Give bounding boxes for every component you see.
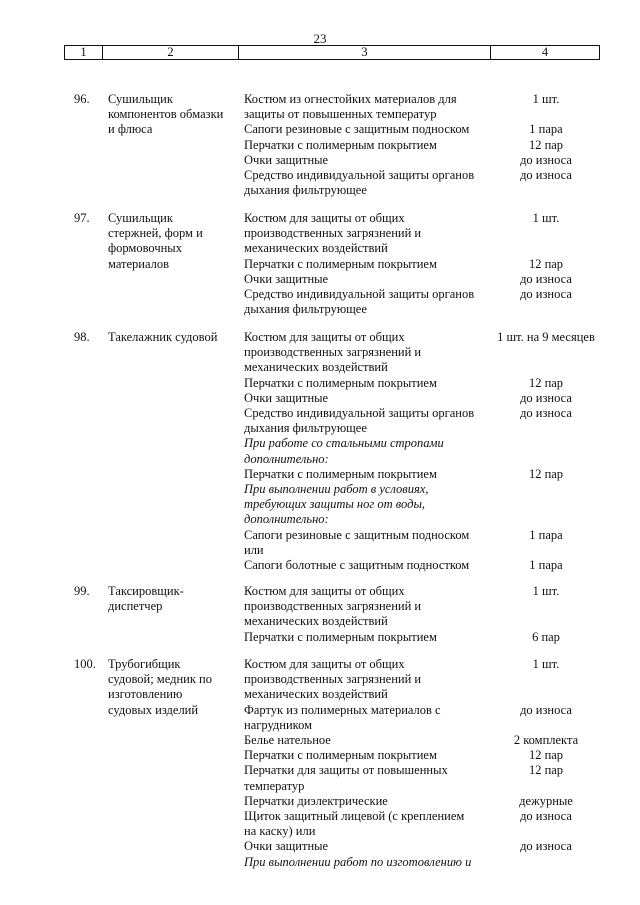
header-col-3: 3 — [238, 46, 490, 59]
note-line: При работе со стальными стропами — [244, 436, 444, 451]
ppe-item-line: Сапоги резиновые с защитным подноском — [244, 122, 470, 137]
ppe-item-line: производственных загрязнений и — [244, 599, 422, 614]
ppe-item-line: Сапоги болотные с защитным подностком — [244, 558, 470, 573]
ppe-item — [244, 748, 604, 763]
ppe-item-norm: до износа — [520, 839, 572, 854]
ppe-item-line: Перчатки диэлектрические — [244, 793, 388, 808]
ppe-item-line: Фартук из полимерных материалов с — [244, 702, 441, 717]
ppe-item-name — [244, 376, 489, 391]
ppe-item-line: Средство индивидуальной защиты органов — [244, 406, 475, 421]
ppe-item-line: Щиток защитный лицевой (с креплением — [244, 809, 465, 824]
ppe-item-norm: до износа — [520, 406, 572, 421]
ppe-item-line: Костюм для защиты от общих — [244, 657, 405, 671]
ppe-item-norm: до износа — [520, 390, 572, 405]
ppe-item — [244, 467, 604, 482]
ppe-item-line: механических воздействий — [244, 614, 388, 629]
ppe-item-norm: 12 пар — [528, 137, 564, 152]
ppe-item-norm: до износа — [520, 809, 572, 824]
ppe-item-norm: 12 пар — [528, 748, 564, 763]
condition-note — [244, 436, 489, 466]
note-line: дополнительно: — [244, 451, 329, 466]
profession-line: стержней, форм и — [108, 226, 203, 241]
ppe-item-name — [244, 748, 489, 763]
ppe-item-name — [244, 657, 489, 703]
profession-line: формовочных — [108, 241, 182, 256]
ppe-item-line: дыхания фильтрующее — [244, 183, 367, 198]
ppe-item-name — [244, 794, 489, 809]
ppe-item-norm: 12 пар — [528, 763, 564, 778]
ppe-item-name — [244, 92, 489, 122]
ppe-item — [244, 391, 604, 406]
ppe-item-norm: 1 шт. — [532, 211, 560, 225]
ppe-item — [244, 794, 604, 809]
ppe-item-norm: до износа — [520, 287, 572, 302]
ppe-item — [244, 92, 604, 122]
ppe-item — [244, 406, 604, 436]
profession-name — [108, 211, 240, 272]
ppe-item — [244, 584, 604, 630]
table-header — [64, 45, 600, 60]
note-line: При выполнении работ в условиях, — [244, 482, 429, 497]
ppe-item-name — [244, 809, 489, 839]
ppe-item — [244, 153, 604, 168]
ppe-item-line: Сапоги резиновые с защитным подноском — [244, 527, 470, 542]
ppe-item-name — [244, 168, 489, 198]
ppe-item-line: Очки защитные — [244, 390, 329, 405]
profession-line: Сушильщик — [108, 92, 173, 106]
ppe-item-norm: 12 пар — [528, 375, 564, 390]
ppe-item-line: Костюм для защиты от общих — [244, 330, 405, 344]
profession-line: диспетчер — [108, 599, 163, 614]
ppe-item-line: производственных загрязнений и — [244, 345, 422, 360]
ppe-item — [244, 528, 604, 558]
ppe-item-norm: 1 шт. на 9 месяцев — [497, 330, 595, 344]
ppe-item-norm: 1 шт. — [532, 657, 560, 671]
ppe-item-name — [244, 839, 489, 854]
ppe-item-line: Очки защитные — [244, 839, 329, 854]
profession-line: и флюса — [108, 122, 153, 137]
ppe-item-norm: до износа — [520, 152, 572, 167]
profession-name — [108, 657, 240, 718]
ppe-item-name — [244, 467, 489, 482]
ppe-item-name — [244, 287, 489, 317]
ppe-item-norm: 1 пара — [529, 122, 563, 137]
ppe-item-norm: 12 пар — [528, 256, 564, 271]
ppe-item-line: Средство индивидуальной защиты органов — [244, 287, 475, 302]
entry-number: 98. — [74, 330, 90, 344]
ppe-item-line: Перчатки с полимерным покрытием — [244, 375, 437, 390]
ppe-item-line: Перчатки с полимерным покрытием — [244, 256, 437, 271]
ppe-item-line: Костюм из огнестойких материалов для — [244, 92, 457, 106]
ppe-item-line: нагрудником — [244, 717, 313, 732]
ppe-item-name — [244, 584, 489, 630]
ppe-item-line: дыхания фильтрующее — [244, 302, 367, 317]
header-col-2: 2 — [102, 46, 238, 59]
ppe-items — [244, 211, 604, 317]
profession-name — [108, 584, 240, 614]
ppe-item-norm: 1 пара — [529, 558, 563, 573]
ppe-item-line: механических воздействий — [244, 687, 388, 702]
ppe-item — [244, 330, 604, 376]
ppe-item-line: дыхания фильтрующее — [244, 421, 367, 436]
note-line: дополнительно: — [244, 512, 329, 527]
entry-number: 96. — [74, 92, 90, 106]
profession-line: Такелажник судовой — [108, 330, 218, 344]
ppe-items — [244, 584, 604, 645]
ppe-items — [244, 330, 604, 573]
ppe-item — [244, 630, 604, 645]
ppe-item-line: Костюм для защиты от общих — [244, 211, 405, 225]
ppe-item-line: Перчатки с полимерным покрытием — [244, 466, 437, 481]
ppe-item-line: Перчатки с полимерным покрытием — [244, 137, 437, 152]
ppe-item-norm: дежурные — [519, 793, 573, 808]
ppe-item — [244, 287, 604, 317]
profession-line: судовых изделий — [108, 702, 199, 717]
ppe-item-norm: 12 пар — [528, 466, 564, 481]
ppe-item-line: Костюм для защиты от общих — [244, 584, 405, 598]
ppe-item-name — [244, 257, 489, 272]
profession-line: материалов — [108, 256, 170, 271]
ppe-item-line: на каску) или — [244, 824, 316, 839]
profession-line: компонентов обмазки — [108, 107, 224, 122]
ppe-item-line: Перчатки с полимерным покрытием — [244, 748, 437, 763]
ppe-item — [244, 809, 604, 839]
ppe-item — [244, 168, 604, 198]
ppe-item-line: защиты от повышенных температур — [244, 107, 437, 122]
ppe-item — [244, 733, 604, 748]
ppe-item-name — [244, 630, 489, 645]
ppe-item-name — [244, 153, 489, 168]
profession-line: Трубогибщик — [108, 657, 181, 671]
profession-name — [108, 330, 240, 345]
ppe-items — [244, 92, 604, 198]
ppe-item-line: Белье нательное — [244, 733, 331, 748]
profession-name — [108, 92, 240, 138]
ppe-items — [244, 657, 604, 870]
ppe-item-line: механических воздействий — [244, 241, 388, 256]
header-col-4: 4 — [490, 46, 599, 59]
ppe-item — [244, 211, 604, 257]
ppe-item-name — [244, 733, 489, 748]
ppe-item-norm: 1 шт. — [532, 584, 560, 598]
profession-line: Таксировщик- — [108, 584, 184, 598]
condition-note — [244, 855, 489, 870]
ppe-item — [244, 376, 604, 391]
ppe-item-name — [244, 406, 489, 436]
entry-number: 97. — [74, 211, 90, 225]
ppe-item-name — [244, 272, 489, 287]
ppe-item-norm: до износа — [520, 168, 572, 183]
ppe-item-line: производственных загрязнений и — [244, 672, 422, 687]
entry-number: 100. — [74, 657, 96, 671]
ppe-item-name — [244, 122, 489, 137]
ppe-item-name — [244, 330, 489, 376]
note-line: требующих защиты ног от воды, — [244, 497, 426, 512]
ppe-item-name — [244, 763, 489, 793]
ppe-item-norm: 1 пара — [529, 527, 563, 542]
ppe-item-name — [244, 528, 489, 558]
ppe-item-name — [244, 703, 489, 733]
ppe-item-line: Перчатки с полимерным покрытием — [244, 629, 437, 644]
note-line: При выполнении работ по изготовлению и — [244, 854, 472, 869]
ppe-item-line: Перчатки для защиты от повышенных — [244, 763, 448, 778]
profession-line: судовой; медник по — [108, 672, 212, 687]
ppe-item — [244, 558, 604, 573]
ppe-item-name — [244, 558, 489, 573]
ppe-item-line: температур — [244, 778, 305, 793]
ppe-item — [244, 272, 604, 287]
ppe-item-name — [244, 211, 489, 257]
ppe-item-line: Очки защитные — [244, 152, 329, 167]
entry-number: 99. — [74, 584, 90, 598]
ppe-item-line: производственных загрязнений и — [244, 226, 422, 241]
ppe-item — [244, 839, 604, 854]
header-col-1: 1 — [80, 45, 87, 59]
profession-line: изготовлению — [108, 687, 183, 702]
ppe-item — [244, 257, 604, 272]
ppe-item — [244, 138, 604, 153]
profession-line: Сушильщик — [108, 211, 173, 225]
page-number: 23 — [313, 31, 327, 46]
ppe-item-norm: 1 шт. — [532, 92, 560, 106]
ppe-item — [244, 122, 604, 137]
ppe-item-norm: 6 пар — [532, 629, 560, 644]
ppe-item-norm: до износа — [520, 702, 572, 717]
ppe-item-line: Средство индивидуальной защиты органов — [244, 168, 475, 183]
condition-note — [244, 482, 489, 528]
ppe-item-name — [244, 138, 489, 153]
ppe-item-norm: до износа — [520, 271, 572, 286]
ppe-item — [244, 657, 604, 703]
ppe-item-norm: 2 комплекта — [513, 733, 579, 748]
ppe-item-line: механических воздействий — [244, 360, 388, 375]
ppe-item-line: или — [244, 542, 264, 557]
ppe-item — [244, 763, 604, 793]
ppe-item-name — [244, 391, 489, 406]
ppe-item-line: Очки защитные — [244, 271, 329, 286]
ppe-item — [244, 703, 604, 733]
